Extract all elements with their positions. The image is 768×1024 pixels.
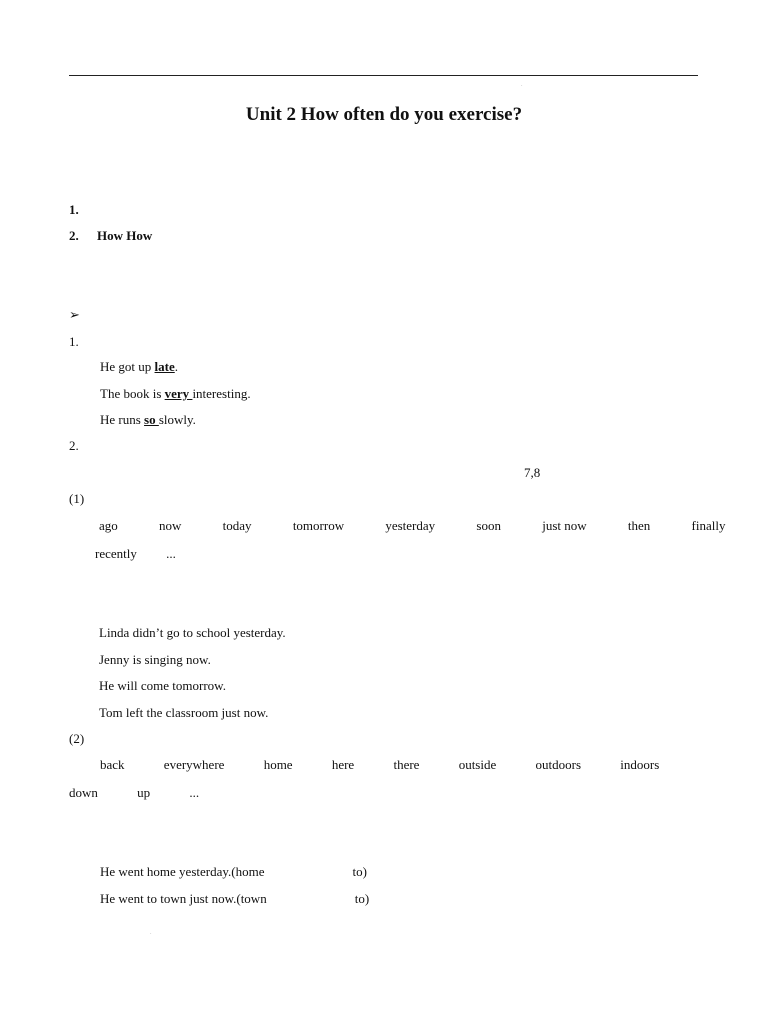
line-reference: 7,8	[524, 465, 541, 480]
example-sentence: Linda didn’t go to school yesterday.	[99, 625, 286, 640]
objective-text: How How	[97, 228, 153, 243]
example-sentence: Jenny is singing now.	[99, 652, 211, 667]
example-sentence: He went to town just now.(town to)	[100, 891, 370, 906]
scan-mark: .	[150, 930, 152, 936]
objective-number: 2.	[69, 228, 79, 243]
item-number: 2.	[69, 438, 79, 453]
page-title: Unit 2 How often do you exercise?	[245, 104, 523, 125]
item-number: 1.	[69, 334, 79, 349]
time-adverb-list-cont: recently ...	[95, 546, 176, 561]
example-sentence: He went home yesterday.(home to)	[100, 864, 367, 879]
arrow-bullet-icon: ➢	[69, 307, 80, 322]
scan-mark: .	[521, 82, 523, 88]
subsection-number: (2)	[69, 731, 85, 746]
place-adverb-list: back everywhere home here there outside outdoors indoors	[100, 757, 660, 772]
objective-number: 1.	[69, 202, 79, 217]
subsection-number: (1)	[69, 491, 85, 506]
example-sentence: He runs so slowly.	[100, 412, 196, 427]
place-adverb-list-cont: down up ...	[69, 785, 200, 800]
header-rule	[69, 75, 698, 76]
example-sentence: He will come tomorrow.	[99, 678, 226, 693]
time-adverb-list: ago now today tomorrow yesterday soon just now then finally	[99, 518, 726, 533]
example-sentence: He got up late.	[100, 359, 178, 374]
example-sentence: Tom left the classroom just now.	[99, 705, 269, 720]
example-sentence: The book is very interesting.	[100, 386, 251, 401]
